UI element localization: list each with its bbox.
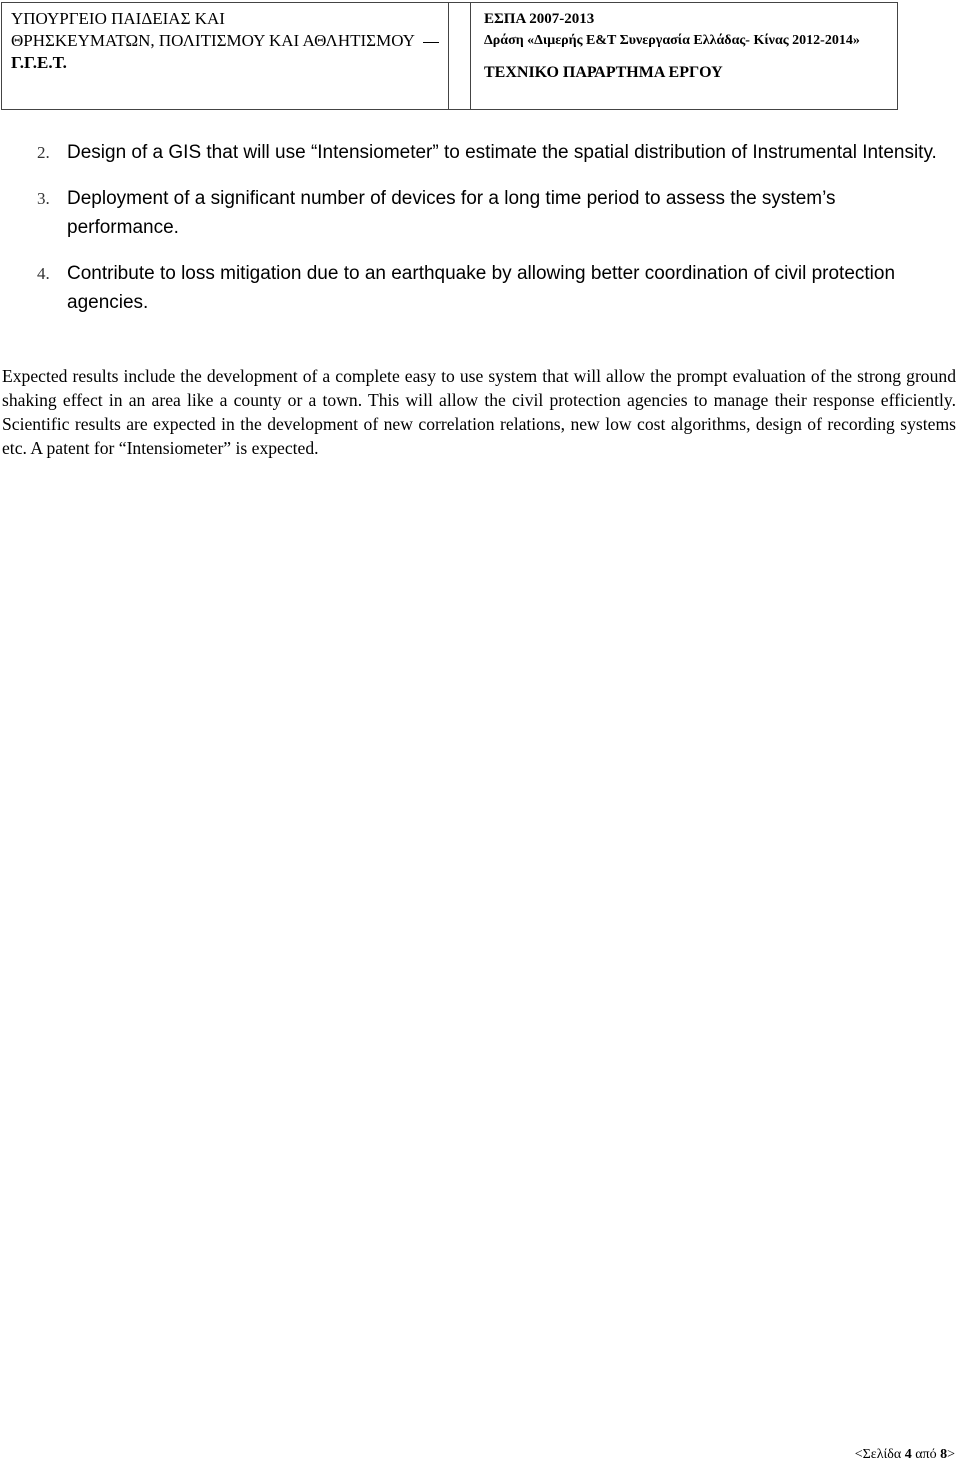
list-item [37, 184, 937, 242]
list-item [37, 259, 937, 317]
footer-suffix: > [947, 1447, 955, 1462]
list-item-text: Deployment of a significant number of devices for a long time period to assess the system’s performance. [67, 188, 836, 238]
ministry-line-3: Γ.Γ.Ε.Τ. [11, 53, 67, 72]
program-block [484, 8, 894, 84]
list-item-number: 2. [37, 143, 50, 162]
page-total: 8 [940, 1447, 948, 1462]
list-item-text: Design of a GIS that will use “Intensiometer” to estimate the spatial distribution of Instrumental Intensity. [67, 142, 937, 163]
annex-title: ΤΕΧΝΙΚΟ ΠΑΡΑΡΤΗΜΑ ΕΡΓΟΥ [484, 64, 723, 81]
list-item [37, 138, 937, 167]
project-title: Δράση «Διμερής Ε&Τ Συνεργασία Ελλάδας- Κίνας 2012-2014» [484, 33, 860, 48]
header-divider [448, 3, 449, 109]
ministry-block [11, 8, 441, 74]
list-item-text: Contribute to loss mitigation due to an earthquake by allowing better coordination of civil protection agencies. [67, 263, 896, 313]
program-title: ΕΣΠΑ 2007-2013 [484, 11, 595, 27]
expected-results-paragraph: Expected results include the development of a complete easy to use system that will allow the prompt evaluation of the strong ground shaking effect in an area like a county or a town. This will allow the civil protection agencies to manage their response efficiently. Scientific results are expected in the development of new correlation relations, new low cost algorithms, design of recording systems etc. A patent for “Intensiometer” is expected. [2, 366, 956, 458]
dash-mark [423, 42, 439, 43]
footer-prefix: <Σελίδα [854, 1447, 905, 1462]
ministry-line-2: ΘΡΗΣΚΕΥΜΑΤΩΝ, ΠΟΛΙΤΙΣΜΟΥ ΚΑΙ ΑΘΛΗΤΙΣΜΟΥ [11, 30, 441, 52]
document-header [1, 2, 898, 110]
page-number: 4 [904, 1447, 912, 1462]
page-footer [855, 1447, 955, 1463]
footer-of: από [911, 1447, 941, 1462]
list-item-number: 3. [37, 189, 50, 208]
header-divider [470, 3, 471, 109]
numbered-list [37, 138, 937, 334]
list-item-number: 4. [37, 264, 50, 283]
ministry-line-1: ΥΠΟΥΡΓΕΙΟ ΠΑΙΔΕΙΑΣ ΚΑΙ [11, 9, 225, 28]
